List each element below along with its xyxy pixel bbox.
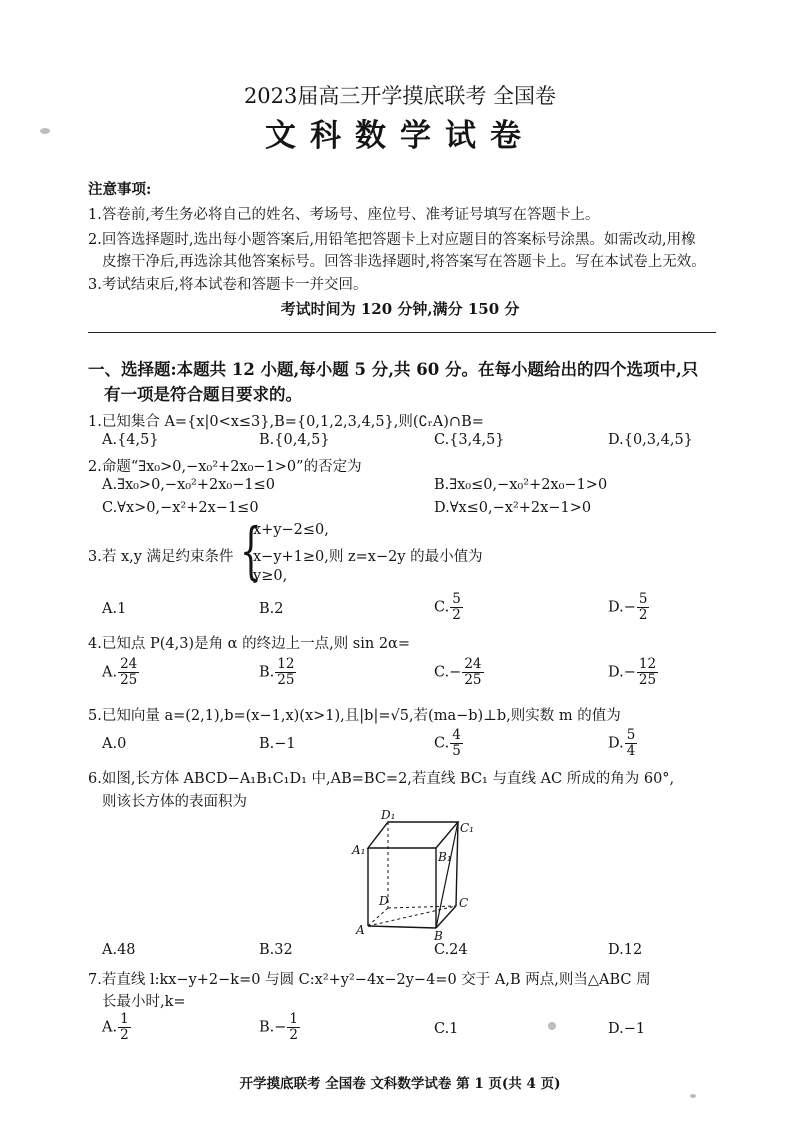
q3-option-b: B.2 — [259, 601, 284, 617]
q5-option-c: C. $\frac{4}{5}$ — [434, 727, 461, 759]
q5-option-b: B.−1 — [259, 736, 296, 752]
scan-speck — [690, 1094, 696, 1098]
fraction: $\frac{5}{2}$ — [638, 591, 648, 623]
notice-line: 皮擦干净后,再选涂其他答案标号。回答非选择题时,将答案写在答题卡上。写在本试卷上无效。 — [102, 254, 706, 270]
question-7-stem-cont: 长最小时,k= — [102, 994, 186, 1010]
q5-option-a: A.0 — [102, 736, 127, 752]
q2-option-b: B.∃x₀≤0,−x₀²+2x₀−1>0 — [434, 477, 608, 493]
section-heading: 一、选择题:本题共 12 小题,每小题 5 分,共 60 分。在每小题给出的四个选项中,只 — [88, 360, 699, 379]
q4-option-a: A. $\frac{24}{25}$ — [102, 656, 138, 688]
q7-option-c: C.1 — [434, 1021, 459, 1037]
q2-option-c: C.∀x>0,−x²+2x−1≤0 — [102, 500, 259, 516]
notice-line: 2.回答选择题时,选出每小题答案后,用铅笔把答题卡上对应题目的答案标号涂黑。如需改动,用橡 — [88, 232, 696, 248]
fraction: $\frac{5}{2}$ — [452, 591, 461, 623]
fraction: $\frac{5}{4}$ — [626, 727, 636, 759]
constraint-3: y≥0, — [253, 568, 288, 584]
q1-option-d: D.{0,3,4,5} — [608, 432, 693, 448]
q4-option-d: D.− $\frac{12}{25}$ — [608, 656, 657, 688]
fraction: $\frac{24}{25}$ — [464, 656, 482, 688]
q6-option-c: C.24 — [434, 942, 468, 958]
q7-option-a: A. $\frac{1}{2}$ — [102, 1011, 129, 1043]
label-a1: A₁ — [352, 843, 366, 857]
label-a: A — [356, 923, 365, 937]
q1-option-c: C.{3,4,5} — [434, 432, 505, 448]
subject-title: 文科数学试卷 — [265, 118, 535, 154]
question-4-stem: 4.已知点 P(4,3)是角 α 的终边上一点,则 sin 2α= — [88, 636, 410, 652]
hidden-edge — [368, 908, 388, 926]
cuboid-figure — [348, 810, 478, 940]
question-6-stem: 6.如图,长方体 ABCD−A₁B₁C₁D₁ 中,AB=BC=2,若直线 BC₁ 与直线 AC 所成的角为 60°, — [88, 771, 675, 787]
question-5-stem: 5.已知向量 a=(2,1),b=(x−1,x)(x>1),且|b|=√5,若(ma−b)⊥b,则实数 m 的值为 — [88, 708, 621, 724]
edge — [368, 926, 436, 928]
q6-option-b: B.32 — [259, 942, 293, 958]
question-2-stem: 2.命题“∃x₀>0,−x₀²+2x₀−1>0”的否定为 — [88, 459, 362, 475]
q7-option-b: B.− $\frac{1}{2}$ — [259, 1011, 299, 1043]
question-1-stem: 1.已知集合 A={x|0<x≤3},B={0,1,2,3,4,5},则(∁ᵣA)∩B= — [88, 414, 484, 430]
question-3-stem: 3.若 x,y 满足约束条件 — [88, 549, 234, 565]
label-c: C — [459, 896, 469, 910]
hidden-diagonal-ac — [368, 906, 456, 926]
q4-option-c: C.− $\frac{24}{25}$ — [434, 656, 482, 688]
exam-title: 2023届高三开学摸底联考 全国卷 — [243, 84, 557, 108]
q6-option-d: D.12 — [608, 942, 643, 958]
label-d: D — [379, 894, 389, 908]
label-b1: B₁ — [438, 850, 452, 864]
fraction: $\frac{4}{5}$ — [452, 727, 461, 759]
fraction: $\frac{12}{25}$ — [277, 656, 295, 688]
constraint-brace: { — [240, 514, 262, 587]
fraction: $\frac{24}{25}$ — [120, 656, 138, 688]
q6-option-a: A.48 — [102, 942, 136, 958]
constraint-2: x−y+1≥0,则 z=x−2y 的最小值为 — [253, 549, 483, 565]
scan-speck — [548, 1022, 556, 1030]
edge — [436, 906, 456, 928]
exam-time: 考试时间为 120 分钟,满分 150 分 — [280, 300, 520, 318]
question-7-stem: 7.若直线 l:kx−y+2−k=0 与圆 C:x²+y²−4x−2y−4=0 交于 A,B 两点,则当△ABC 周 — [88, 972, 651, 988]
section-heading-cont: 有一项是符合题目要求的。 — [104, 385, 302, 404]
q2-option-d: D.∀x≤0,−x²+2x−1>0 — [434, 500, 592, 516]
constraint-1: x+y−2≤0, — [253, 522, 329, 538]
label-b: B — [434, 929, 443, 940]
fraction: $\frac{1}{2}$ — [289, 1011, 299, 1043]
label-c1: C₁ — [460, 821, 474, 835]
q5-option-d: D. $\frac{5}{4}$ — [608, 727, 636, 759]
q1-option-a: A.{4,5} — [102, 432, 159, 448]
fraction: $\frac{12}{25}$ — [638, 656, 657, 688]
q2-option-a: A.∃x₀>0,−x₀²+2x₀−1≤0 — [102, 477, 275, 493]
question-6-stem-cont: 则该长方体的表面积为 — [102, 794, 247, 810]
hidden-edge — [388, 906, 456, 908]
label-d1: D₁ — [381, 810, 396, 822]
q3-option-c: C. $\frac{5}{2}$ — [434, 591, 461, 623]
top-face — [368, 822, 458, 848]
notice-line: 3.考试结束后,将本试卷和答题卡一并交回。 — [88, 277, 368, 293]
divider — [88, 332, 716, 333]
page-footer: 开学摸底联考 全国卷 文科数学试卷 第 1 页(共 4 页) — [239, 1076, 561, 1092]
q4-option-b: B. $\frac{12}{25}$ — [259, 656, 295, 688]
q3-option-d: D.− $\frac{5}{2}$ — [608, 591, 648, 623]
notice-line: 1.答卷前,考生务必将自己的姓名、考场号、座位号、准考证号填写在答题卡上。 — [88, 207, 600, 223]
diagonal-bc1 — [436, 822, 458, 928]
q1-option-b: B.{0,4,5} — [259, 432, 330, 448]
q3-option-a: A.1 — [102, 601, 127, 617]
edge — [456, 822, 458, 906]
fraction: $\frac{1}{2}$ — [120, 1011, 129, 1043]
q7-option-d: D.−1 — [608, 1021, 646, 1037]
notice-heading: 注意事项: — [88, 181, 152, 198]
